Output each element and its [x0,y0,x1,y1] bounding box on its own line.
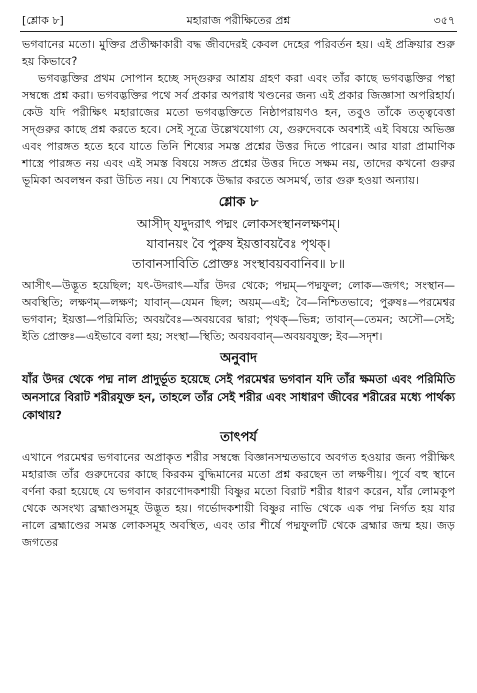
page-body [22,36,455,551]
page-header [22,12,455,30]
translation-heading: অনুবাদ [220,351,257,366]
intro-paragraph-2: ভগবদ্ভক্তির প্রথম সোপান হচ্ছে সদ্‌গুরুর আশ্রয় গ্রহণ করা এবং তাঁর কাছে ভগবদ্ভক্তির পন্থা সম্বন্ধে প্রশ্ন করা। ভগবদ্ভক্তির পথে সর্ব প্রকার অপরাধ খণ্ডনের জন্য এই প্রকার জিজ্ঞাসা অপরিহার্য। কেউ যদি পরীক্ষিৎ মহারাজের মতো ভগবদ্ভক্তিতে নিষ্ঠাপরায়ণও হন, তবুও তাঁকে তত্ত্ববেত্তা সদ্‌গুরুর কাছে প্রশ্ন করতে হবে। সেই সূত্রে উল্লেখযোগ্য যে, গুরুদেবকে অবশ্যই এই বিষয়ে অভিজ্ঞ এবং পারঙ্গত হতে হবে যাতে তিনি শিষ্যের সমস্ত প্রশ্নের উত্তর দিতে পারেন। আর যারা প্রামাণিক শাস্ত্রে পারঙ্গত নয় এবং এই সমস্ত বিষয়ে সঙ্গত প্রশ্নের উত্তর দিতে সক্ষম নয়, তাদের কখনো গুরুর ভূমিকা অবলম্বন করা উচিত নয়। যে শিষ্যকে উদ্ধার করতে অসমর্থ, তার গুরু হওয়া অন্যায়। [22,72,455,187]
word-for-word-synonyms: আসীৎ—উদ্ভূত হয়েছিল; যৎ-উদরাৎ—যাঁর উদর থেকে; পদ্মম্—পদ্মফুল; লোক—জগৎ; সংস্থান—অবস্থিতি; লক্ষণম্—লক্ষণ; যাবান্—যেমন ছিল; অয়ম্—এই; বৈ—নিশ্চিতভাবে; পুরুষঃ—পরমেশ্বর ভগবান; ইয়ত্তা—পরিমিতি; অবয়বৈঃ—অবয়বের দ্বারা; পৃথক্—ভিন্ন; তাবান্—তেমন; অসৌ—সেই; ইতি প্রোক্তঃ—এইভাবে বলা হয়; সংস্থা—স্থিতি; অবয়ববান্—অবয়বযুক্ত; ইব—সদৃশ। [22,279,455,343]
chapter-title: মহারাজ পরীক্ষিতের প্রশ্ন [186,14,291,27]
header-divider [20,31,457,32]
verse-line: তাবানসাবিতি প্রোক্তঃ সংস্থাবয়ববানিব॥ ৮॥ [132,256,345,271]
purport-heading: তাৎপর্য [220,430,257,445]
page-number: ৩৫৭ [433,14,455,27]
verse-reference: [শ্লোক ৮] [22,14,64,27]
intro-paragraph-1: ভগবানের মতো। মুক্তির প্রতীক্ষাকারী বদ্ধ জীবদেরই কেবল দেহের পরিবর্তন হয়। এই প্রক্রিয়ার শুরু হয় কিভাবে? [22,38,455,68]
verse-line: আসীদ্ যদুদরাৎ পদ্মং লোকসংস্থানলক্ষণম্। [136,216,341,231]
purport-text: এখানে পরমেশ্বর ভগবানের অপ্রাকৃত শরীর সম্বন্ধে বিজ্ঞানসম্মতভাবে অবগত হওয়ার জন্য পরীক্ষিৎ মহারাজ তাঁর গুরুদেবের কাছে কিরকম বুদ্ধিমানের মতো প্রশ্ন করছেন তা লক্ষণীয়। পূর্বে বহু স্থানে বর্ণনা করা হয়েছে যে ভগবান কারণোদকশায়ী বিষ্ণুর মতো বিরাট শরীর ধারণ করেন, যাঁর লোমকূপ থেকে অসংখ্য ব্রহ্মাণ্ডসমূহ উদ্ভূত হয়। গর্ভোদকশায়ী বিষ্ণুর নাভি থেকে এক পদ্ম নির্গত হয় যার নালে ব্রহ্মাণ্ডের সমস্ত লোকসমূহ অবস্থিত, এবং তার শীর্ষে পদ্মফুলটি থেকে ব্রহ্মার জন্ম হয়। জড় জগতের [22,451,455,549]
verse-line: যাবানয়ং বৈ পুরুষ ইয়ত্তাবয়বৈঃ পৃথক্। [146,236,331,251]
verse-heading: শ্লোক ৮ [218,195,259,210]
translation-text: যাঁর উদর থেকে পদ্ম নাল প্রাদুর্ভূত হয়েছে সেই পরমেশ্বর ভগবান যদি তাঁর ক্ষমতা এবং পরিমিতি অনসারে বিরাট শরীরযুক্ত হন, তাহলে তাঁর সেই শরীর এবং সাধারণ জীবের শরীরের মধ্যে পার্থক্য কোথায়? [22,372,455,422]
sanskrit-verse [22,214,455,274]
